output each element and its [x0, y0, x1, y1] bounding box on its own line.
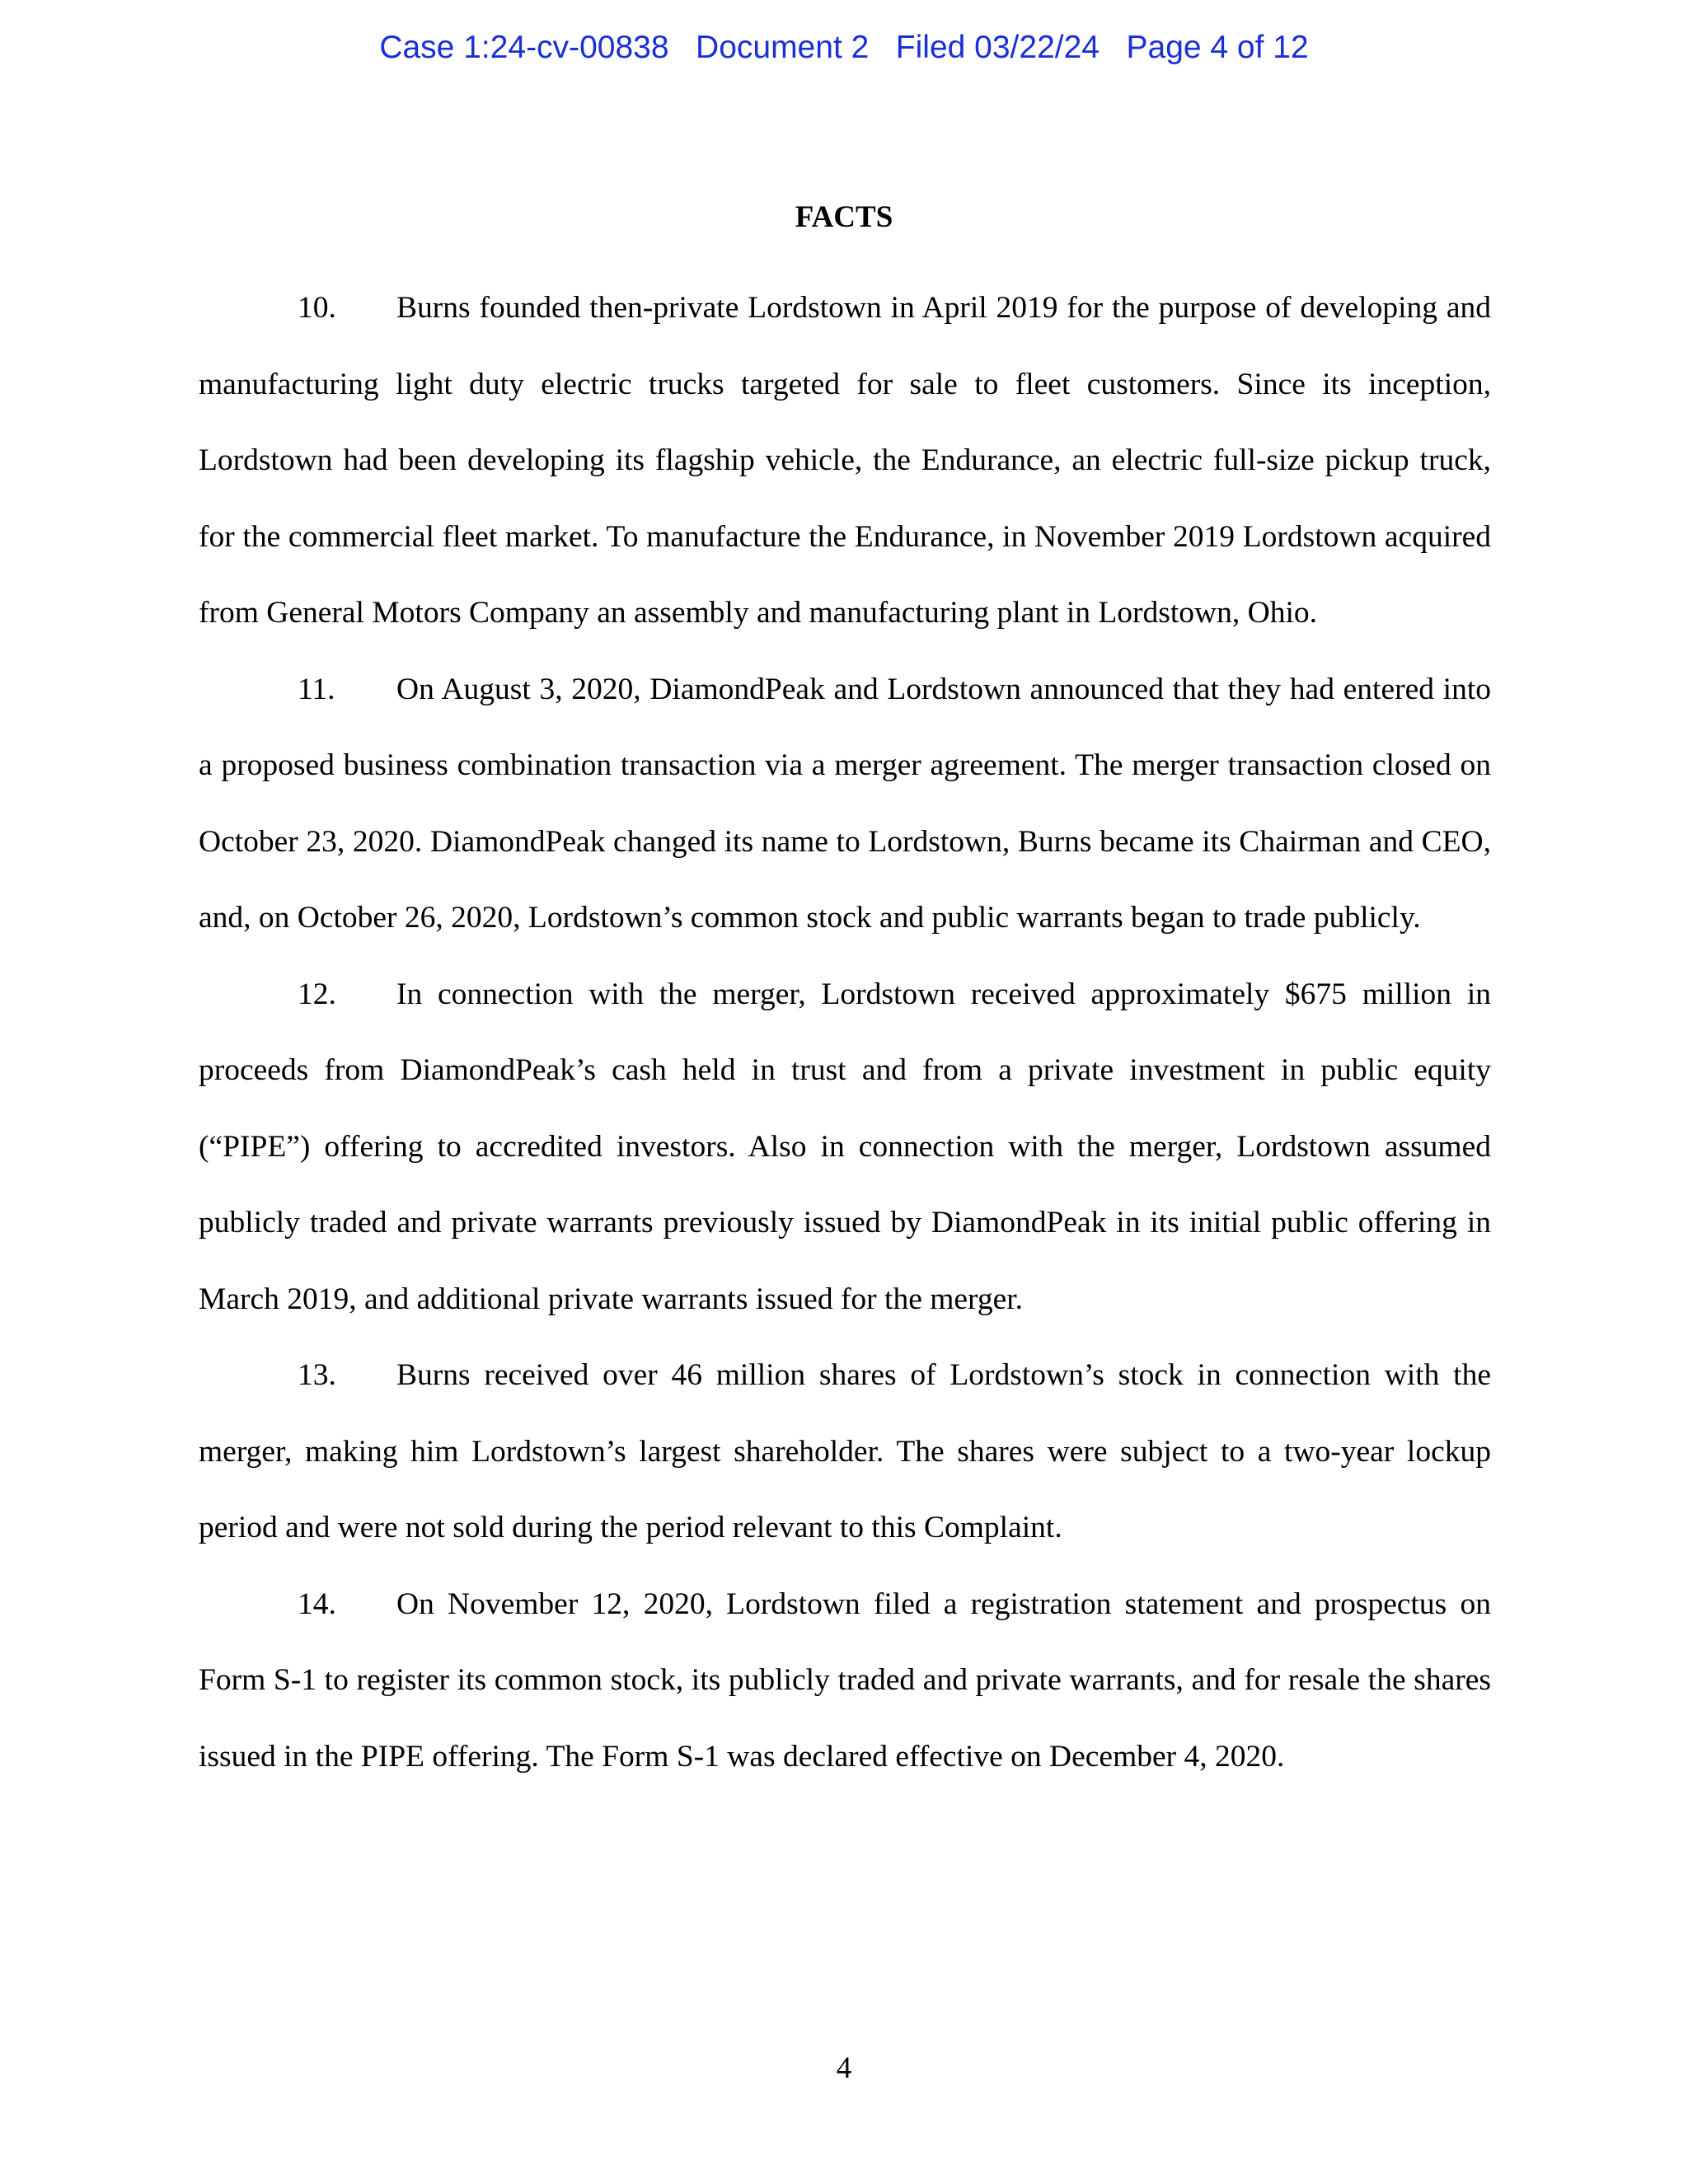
paragraph-12: [199, 957, 1491, 1338]
paragraph-11: [199, 652, 1491, 957]
document-body: [199, 270, 1491, 1795]
paragraph-10: [199, 270, 1491, 652]
page-number: 4: [836, 2051, 852, 2085]
paragraph-number: 11.: [298, 672, 335, 706]
paragraph-13: [199, 1338, 1491, 1567]
paragraph-text: On August 3, 2020, DiamondPeak and Lordstown announced that they had entered into a proposed business combination transaction via a merger agreement. The merger transaction closed on October 23, 2020. DiamondPeak changed its name to Lordstown, Burns became its Chairman and CEO, and, on October 26, 2020, Lordstown’s common stock and public warrants began to trade publicly.: [199, 672, 1491, 935]
paragraph-number: 10.: [298, 291, 336, 325]
paragraph-text: In connection with the merger, Lordstown received approximately $675 million in proceeds from DiamondPeak’s cash held in trust and from a private investment in public equity (“PIPE”) offering to accredited investors. Also in connection with the merger, Lordstown assumed publicly traded and private warrants previously issued by DiamondPeak in its initial public offering in March 2019, and additional private warrants issued for the merger.: [199, 977, 1491, 1316]
paragraph-number: 14.: [298, 1586, 336, 1621]
paragraph-number: 12.: [298, 977, 336, 1011]
section-title: FACTS: [795, 200, 893, 234]
paragraph-14: [199, 1567, 1491, 1796]
paragraph-text: On November 12, 2020, Lordstown filed a registration statement and prospectus on Form S-1 to register its common stock, its publicly traded and private warrants, and for resale the shares issued in the PIPE offering. The Form S-1 was declared effective on December 4, 2020.: [199, 1586, 1491, 1774]
case-header: Case 1:24-cv-00838 Document 2 Filed 03/22/24 Page 4 of 12: [379, 30, 1309, 65]
paragraph-number: 13.: [298, 1358, 336, 1392]
paragraph-text: Burns received over 46 million shares of Lordstown’s stock in connection with the merger, making him Lordstown’s largest shareholder. The shares were subject to a two-year lockup period and were not sold during the period relevant to this Complaint.: [199, 1358, 1491, 1544]
paragraph-text: Burns founded then-private Lordstown in April 2019 for the purpose of developing and manufacturing light duty electric trucks targeted for sale to fleet customers. Since its inception, Lordstown had been developing its flagship vehicle, the Endurance, an electric full-size pickup truck, for the commercial fleet market. To manufacture the Endurance, in November 2019 Lordstown acquired from General Motors Company an assembly and manufacturing plant in Lordstown, Ohio.: [199, 291, 1491, 630]
